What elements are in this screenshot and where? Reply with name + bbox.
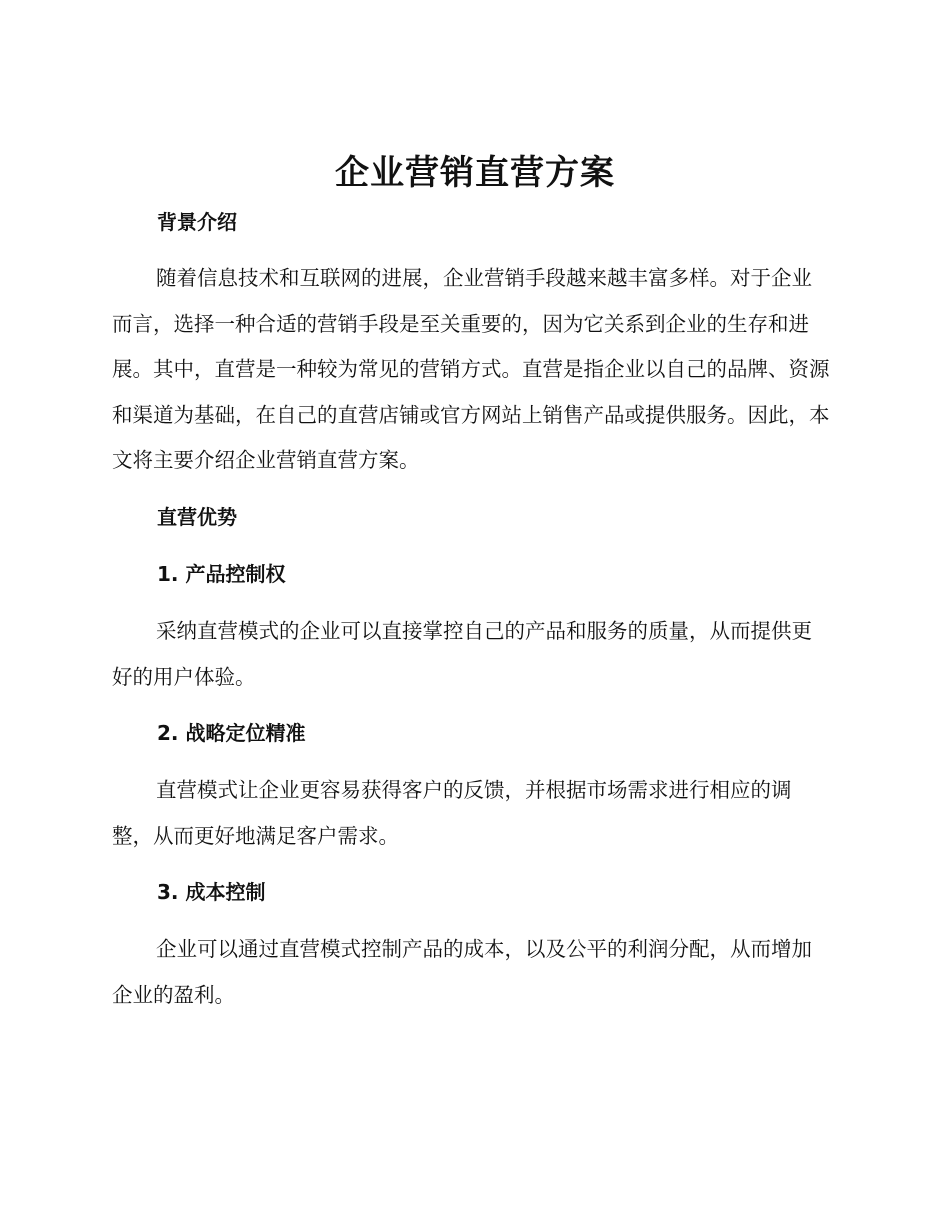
document-title: 企业营销直营方案 xyxy=(335,153,615,193)
section-body-strategic-positioning: 直营模式让企业更容易获得客户的反馈，并根据市场需求进行相应的调整，从而更好地满足客户需求。 xyxy=(112,778,792,848)
section-heading-advantages: 直营优势 xyxy=(157,505,237,529)
section-heading-strategic-positioning: 2. 战略定位精准 xyxy=(157,721,306,745)
section-body-cost-control: 企业可以通过直营模式控制产品的成本，以及公平的利润分配，从而增加企业的盈利。 xyxy=(112,937,812,1007)
section-heading-background: 背景介绍 xyxy=(157,210,237,234)
section-heading-product-control: 1. 产品控制权 xyxy=(157,562,286,586)
section-heading-cost-control: 3. 成本控制 xyxy=(157,880,266,904)
section-body-background: 随着信息技术和互联网的进展，企业营销手段越来越丰富多样。对于企业而言，选择一种合适的营销手段是至关重要的，因为它关系到企业的生存和进展。其中，直营是一种较为常见的营销方式。直营是指企业以自己的品牌、资源和渠道为基础，在自己的直营店铺或官方网站上销售产品或提供服务。因此，本文将主要介绍企业营销直营方案。 xyxy=(112,266,830,472)
section-body-product-control: 采纳直营模式的企业可以直接掌控自己的产品和服务的质量，从而提供更好的用户体验。 xyxy=(112,619,812,689)
